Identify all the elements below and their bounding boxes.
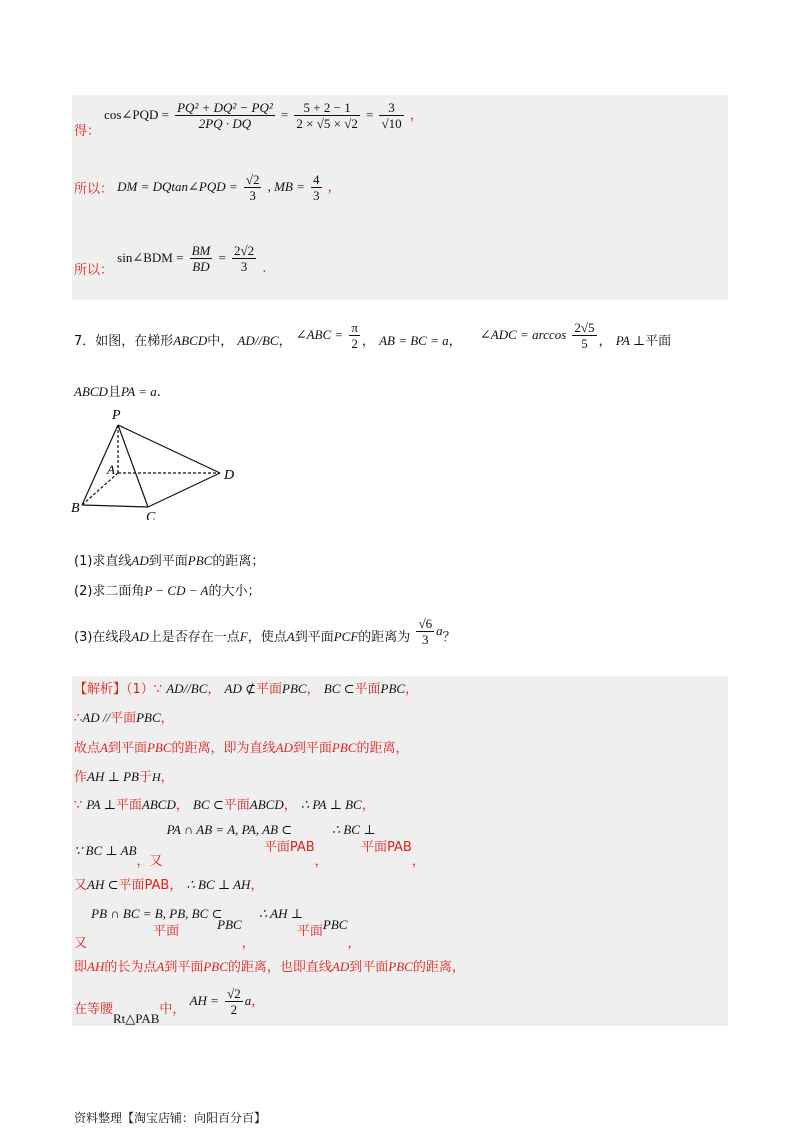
math: AD ⊄ — [224, 681, 257, 696]
text: 平面 — [115, 798, 142, 813]
text: 到平面 — [148, 554, 188, 569]
math: F — [239, 629, 248, 644]
text: ， — [361, 798, 375, 813]
label-b: B — [71, 501, 80, 516]
problem-line-1 — [74, 320, 671, 351]
text: ， — [306, 682, 320, 697]
solution-tag: 【解析】（1） — [74, 682, 154, 697]
text: 平面PAB — [118, 878, 170, 893]
math: PBC — [146, 740, 172, 755]
text: 中， — [159, 1002, 186, 1017]
text: 的距离，也即直线 — [227, 960, 332, 975]
text: 平面PAB — [361, 840, 412, 855]
math: BC ⊂ — [193, 797, 224, 812]
s6-stacked-2 — [332, 821, 412, 857]
math: AD — [331, 959, 350, 974]
text: 到平面 — [164, 960, 204, 975]
math: A — [286, 629, 295, 644]
problem-line2-abcd: ABCD — [74, 384, 108, 399]
text: 又 — [74, 936, 88, 951]
prev-l1-frac3 — [379, 100, 403, 131]
problem-angle-abc: ∠ABC = — [295, 327, 344, 342]
text: 到平面 — [292, 741, 332, 756]
question-1 — [74, 552, 264, 571]
text: 平面 — [296, 924, 323, 939]
frac-den: 2 — [351, 336, 358, 351]
text: 平面 — [110, 711, 137, 726]
prev-l1-end: ， — [409, 108, 423, 123]
text: ∵ — [153, 682, 163, 697]
edge-cd — [148, 473, 220, 507]
math: ∴ BC ⊥ — [331, 822, 376, 837]
text: 平面 — [354, 682, 381, 697]
math: ∴ PA ⊥ BC — [300, 797, 362, 812]
solution-line-1 — [74, 680, 418, 699]
math: PB ∩ BC = B, PB, BC ⊂ — [91, 906, 223, 921]
label-c: C — [146, 510, 156, 520]
solution-line-5 — [74, 796, 375, 815]
frac-num: 4 — [313, 172, 320, 187]
text: ，使点 — [247, 630, 287, 645]
edge-bc — [82, 505, 148, 507]
text: 于 — [138, 770, 152, 785]
problem-line-2 — [74, 383, 161, 402]
problem-parallel: AD//BC — [237, 333, 279, 348]
pyramid-figure — [66, 405, 246, 520]
frac-num: BM — [191, 243, 211, 258]
text: (1)求直线 — [74, 554, 132, 569]
text: ， — [175, 798, 189, 813]
math: a — [436, 623, 443, 638]
frac-num: 2√5 — [574, 320, 595, 335]
edge-ab-hidden — [82, 473, 118, 505]
prev-l1-frac1 — [175, 100, 275, 131]
text: ， — [207, 682, 221, 697]
label-a: A — [107, 462, 115, 477]
math: a — [244, 993, 252, 1008]
math: ABCD — [249, 797, 284, 812]
frac-num: √6 — [418, 616, 433, 631]
math: AH ⊥ PB — [87, 769, 139, 784]
text: ， — [314, 854, 328, 869]
question-2 — [74, 582, 260, 601]
math: AD — [131, 553, 149, 568]
question-3 — [74, 616, 456, 647]
text: ， — [411, 854, 425, 869]
problem-pi-frac — [349, 320, 360, 351]
text: 的距离； — [212, 554, 265, 569]
text: ， — [347, 936, 361, 951]
frac-den: √10 — [381, 116, 402, 131]
text: ， — [405, 682, 419, 697]
text: ， — [251, 994, 265, 1009]
label-d: D — [224, 468, 235, 483]
prev-line-1: 得： cos∠PQD = $\frac{\text{PQ² + DQ² − PQ²}}{2PQ \cdot DQ}$ = $\frac{5 + 2 - 1}{2 \times √5 \times √2}$ = $\frac{3}{√10}$ ， — [74, 100, 423, 139]
frac-num: π — [351, 320, 358, 335]
text: 平面PAB — [263, 840, 315, 855]
prev-l2-end: ， — [327, 180, 341, 195]
frac-den: 3 — [240, 259, 248, 274]
math: PBC — [380, 681, 406, 696]
prev-l2-formula: DM = DQtan∠PQD = — [117, 179, 238, 194]
prev-line-2 — [74, 172, 341, 203]
problem-ab-bc: AB = BC = a — [379, 333, 449, 348]
text: ， — [169, 878, 183, 893]
math: BC ⊂ — [323, 681, 355, 696]
math: PBC — [203, 959, 228, 974]
frac-den: 2PQ · DQ — [198, 116, 252, 131]
math: AH — [87, 959, 105, 974]
prev-l2-prefix: 所以： — [74, 182, 114, 197]
math: PBC — [136, 710, 161, 725]
text: 在等腰 — [74, 1002, 114, 1017]
math: AD — [275, 740, 293, 755]
math: PBC — [322, 917, 348, 932]
math: PCF — [333, 629, 359, 644]
solution-line-8 — [74, 906, 361, 951]
text: 上是否存在一点 — [148, 630, 240, 645]
frac-num: 3 — [379, 100, 403, 116]
math: AD // — [82, 710, 111, 725]
math: PBC — [282, 681, 307, 696]
math: H — [151, 770, 161, 784]
frac-num: √2 — [245, 172, 260, 187]
comma: ， — [361, 334, 375, 349]
frac-num: 5 + 2 − 1 — [294, 100, 359, 116]
frac-den: 3 — [313, 188, 320, 203]
math: AH ⊂ — [87, 877, 119, 892]
text: 的距离为 — [358, 630, 411, 645]
prev-l3-frac1 — [190, 243, 213, 274]
text: 平面 — [256, 682, 283, 697]
prev-l3-end: . — [262, 261, 267, 276]
math: PA ⊥ — [86, 797, 116, 812]
math: PA ∩ AB = A, PA, AB ⊂ — [166, 822, 293, 837]
math: Rt△PAB — [113, 1011, 160, 1026]
math: AH = — [189, 993, 219, 1008]
prev-l3-formula: sin∠BDM = — [117, 250, 184, 265]
problem-arccos-frac — [572, 320, 596, 351]
prev-l1-frac2 — [294, 100, 359, 131]
solution-line-6 — [74, 822, 425, 869]
text: 作 — [74, 770, 88, 785]
text: (3)在线段 — [74, 630, 132, 645]
frac-den: BD — [192, 259, 210, 274]
math: ∴ BC ⊥ AH — [186, 877, 251, 892]
text: 即 — [74, 960, 88, 975]
text: 的大小； — [208, 584, 261, 599]
problem-angle-adc: ∠ADC = arccos — [479, 327, 567, 342]
text: (2)求二面角 — [74, 584, 145, 599]
text: 的距离，即为直线 — [171, 741, 276, 756]
frac-num: PQ² + DQ² − PQ² — [177, 100, 273, 115]
q3-frac — [416, 616, 434, 647]
frac-num: 2√2 — [233, 243, 255, 258]
frac-den: 2 × √5 × √2 — [296, 116, 358, 131]
period: . — [156, 385, 161, 400]
math: ABCD — [141, 797, 176, 812]
problem-pingmian: 平面 — [645, 334, 672, 349]
problem-pa-perp: PA ⊥ — [615, 333, 646, 348]
text: ，又 — [136, 854, 163, 869]
text: ∵ — [74, 798, 83, 813]
solution-line-4 — [74, 768, 174, 787]
comma: ， — [448, 334, 462, 349]
frac-den: 3 — [249, 188, 256, 203]
math: ∵ BC ⊥ AB — [74, 843, 137, 858]
solution-line-9 — [74, 958, 465, 977]
text: ， — [160, 770, 174, 785]
prev-l2-frac1 — [244, 172, 262, 203]
math: PBC — [331, 740, 357, 755]
text: ， — [250, 878, 264, 893]
text: 又 — [74, 878, 88, 893]
text: ， — [160, 711, 174, 726]
s8-stacked-2 — [259, 905, 323, 941]
math: A — [100, 740, 108, 755]
math: AD — [131, 629, 149, 644]
s6-stacked-1 — [167, 821, 315, 857]
frac-num: √2 — [227, 986, 241, 1001]
text: 的距离， — [356, 741, 409, 756]
problem-abcd: ABCD — [173, 333, 208, 348]
prev-l3-frac2 — [232, 243, 256, 274]
math: P − CD − A — [144, 583, 209, 598]
text: 故点 — [74, 741, 101, 756]
comma: ， — [278, 334, 292, 349]
math: AD//BC — [166, 681, 208, 696]
math: PBC — [388, 959, 413, 974]
text: ∴ — [74, 711, 83, 726]
math: PBC — [187, 553, 213, 568]
text: 平面 — [223, 798, 250, 813]
prev-l3-prefix: 所以： — [74, 263, 114, 278]
frac-den: 2 — [230, 1002, 238, 1017]
problem-line2-pa: PA = a — [120, 384, 157, 399]
solution-line-3 — [74, 739, 409, 758]
math: ∴ AH ⊥ — [258, 906, 303, 921]
math: A — [156, 959, 165, 974]
text: 的长为点 — [104, 960, 157, 975]
solution-line-10 — [74, 986, 265, 1026]
math: PBC — [217, 917, 242, 932]
prev-l2-mid: , MB = — [267, 179, 305, 194]
text: 的距离， — [412, 960, 465, 975]
text: ， — [241, 936, 255, 951]
text: ？ — [442, 630, 456, 645]
text: 到平面 — [107, 741, 147, 756]
prev-l1-prefix: 得： — [74, 124, 101, 139]
frac-den: 3 — [422, 632, 429, 647]
prev-l2-frac2 — [311, 172, 322, 203]
frac-den: 5 — [581, 336, 588, 351]
text: 到平面 — [349, 960, 389, 975]
text: ， — [283, 798, 297, 813]
label-p: P — [112, 408, 121, 423]
footer-text: 资料整理【淘宝店铺：向阳百分百】 — [74, 1111, 267, 1125]
problem-intro: 7．如图，在梯形 — [74, 334, 174, 349]
prev-l1-formula: cos∠PQD = — [104, 107, 169, 122]
solution-line-2 — [74, 709, 174, 728]
text: 到平面 — [294, 630, 334, 645]
solution-line-7 — [74, 876, 263, 895]
problem-zhong: 中， — [207, 334, 234, 349]
problem-line2-qie: 且 — [107, 385, 121, 400]
s10-frac — [225, 986, 243, 1017]
prev-line-3: 所以： sin∠BDM = $\frac{BM}{BD}$ = $\frac{2√2}{3}$ . — [74, 243, 267, 278]
text: 平面 — [153, 924, 180, 939]
comma: ， — [598, 334, 612, 349]
